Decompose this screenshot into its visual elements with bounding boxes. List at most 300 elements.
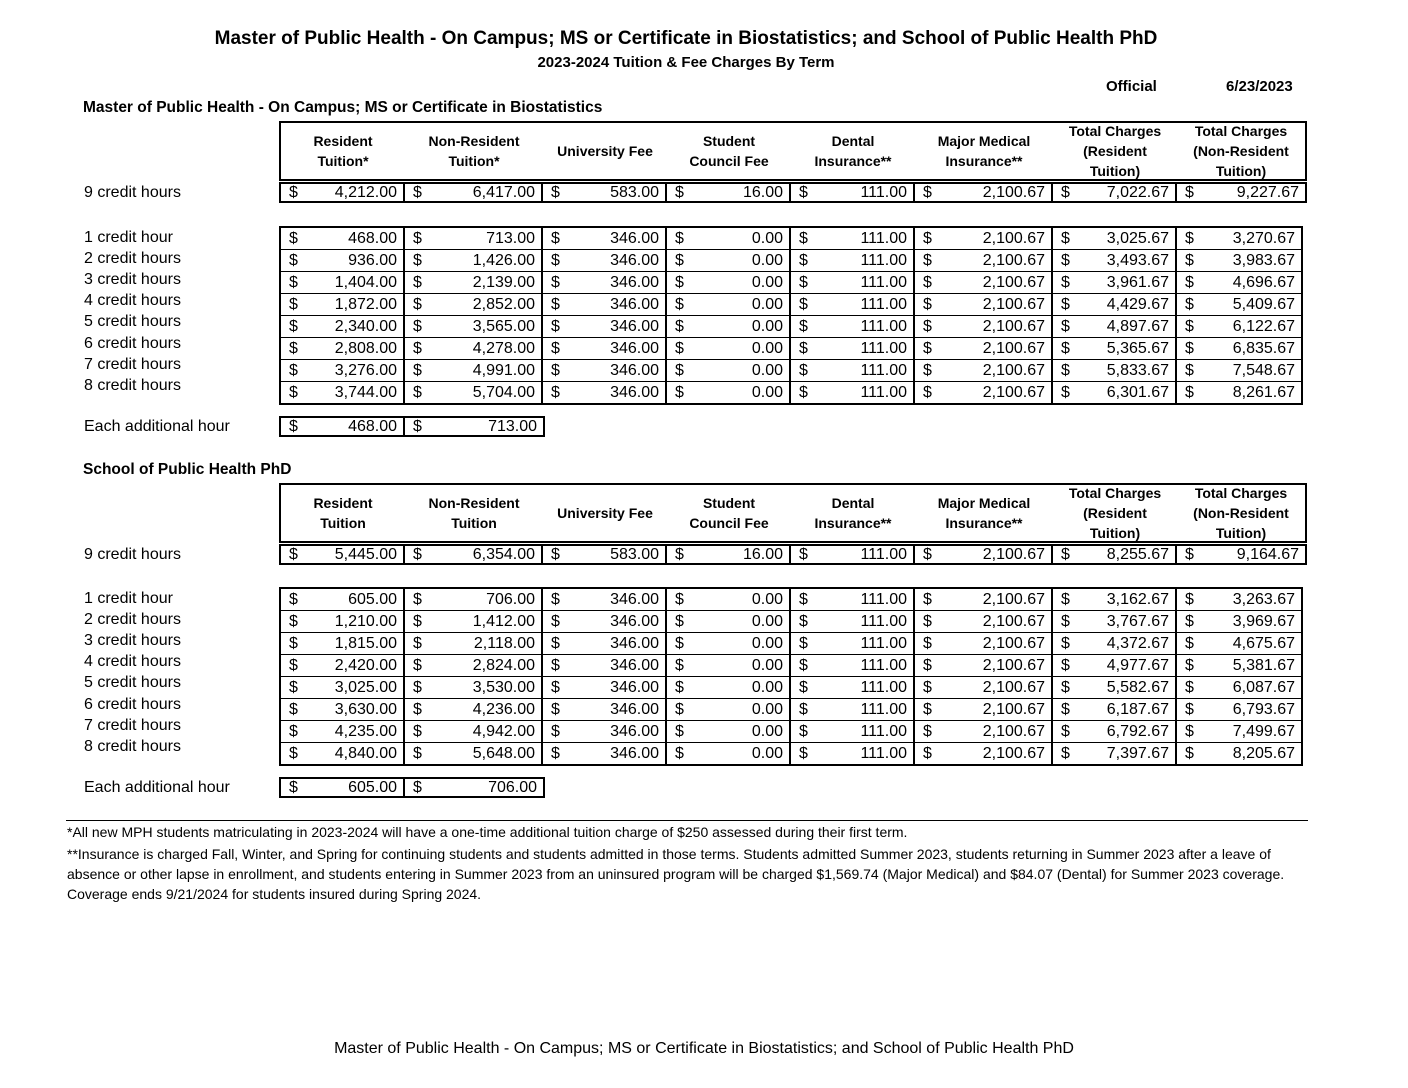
currency-symbol: $ bbox=[799, 612, 808, 630]
currency-symbol: $ bbox=[289, 317, 298, 335]
column-header: Student Council Fee bbox=[689, 495, 769, 531]
currency-symbol: $ bbox=[923, 744, 932, 762]
value-cell bbox=[791, 250, 915, 271]
amount: 346.00 bbox=[610, 383, 659, 401]
currency-symbol: $ bbox=[799, 700, 808, 718]
amount: 8,205.67 bbox=[1232, 744, 1295, 762]
table-row bbox=[281, 382, 1301, 403]
amount: 0.00 bbox=[751, 656, 783, 674]
amount: 111.00 bbox=[860, 590, 907, 608]
amount: 8,261.67 bbox=[1232, 383, 1295, 401]
currency-symbol: $ bbox=[413, 678, 422, 696]
value-cell bbox=[791, 316, 915, 337]
amount: 346.00 bbox=[610, 744, 659, 762]
amount: 468.00 bbox=[348, 229, 397, 247]
value-cell bbox=[915, 272, 1053, 293]
currency-symbol: $ bbox=[551, 700, 560, 718]
table-row bbox=[281, 294, 1301, 316]
amount: 5,381.67 bbox=[1232, 656, 1295, 674]
amount: 0.00 bbox=[751, 295, 783, 313]
value-cell bbox=[915, 589, 1053, 610]
amount: 713.00 bbox=[488, 417, 537, 435]
currency-symbol: $ bbox=[413, 295, 422, 313]
currency-symbol: $ bbox=[1185, 700, 1194, 718]
value-cell bbox=[667, 589, 791, 610]
currency-symbol: $ bbox=[413, 417, 422, 435]
currency-symbol: $ bbox=[1061, 229, 1070, 247]
value-cell bbox=[915, 382, 1053, 403]
value-cell bbox=[543, 250, 667, 271]
currency-symbol: $ bbox=[289, 295, 298, 313]
value-cell bbox=[281, 779, 405, 796]
value-cell bbox=[915, 338, 1053, 359]
page-footer: Master of Public Health - On Campus; MS or Certificate in Biostatistics; and School of Public Health PhD bbox=[334, 1040, 1074, 1057]
value-cell bbox=[281, 316, 405, 337]
currency-symbol: $ bbox=[675, 361, 684, 379]
currency-symbol: $ bbox=[1061, 383, 1070, 401]
value-cell bbox=[405, 418, 543, 435]
currency-symbol: $ bbox=[799, 545, 808, 563]
currency-symbol: $ bbox=[675, 700, 684, 718]
amount: 7,397.67 bbox=[1106, 744, 1169, 762]
amount: 0.00 bbox=[751, 678, 783, 696]
value-cell bbox=[281, 338, 405, 359]
value-cell bbox=[405, 294, 543, 315]
amount: 0.00 bbox=[751, 612, 783, 630]
amount: 2,100.67 bbox=[982, 722, 1045, 740]
value-cell bbox=[791, 589, 915, 610]
value-cell bbox=[1053, 360, 1177, 381]
value-cell bbox=[405, 316, 543, 337]
currency-symbol: $ bbox=[289, 361, 298, 379]
value-cell bbox=[281, 382, 405, 403]
amount: 3,630.00 bbox=[334, 700, 397, 718]
currency-symbol: $ bbox=[551, 229, 560, 247]
amount: 3,969.67 bbox=[1232, 612, 1295, 630]
amount: 2,100.67 bbox=[982, 295, 1045, 313]
amount: 7,499.67 bbox=[1232, 722, 1295, 740]
value-cell bbox=[915, 699, 1053, 720]
currency-symbol: $ bbox=[923, 183, 932, 201]
amount: 4,675.67 bbox=[1232, 634, 1295, 652]
amount: 3,270.67 bbox=[1232, 229, 1295, 247]
amount: 346.00 bbox=[610, 317, 659, 335]
amount: 2,100.67 bbox=[982, 678, 1045, 696]
value-cell bbox=[915, 677, 1053, 698]
value-cell bbox=[1177, 184, 1305, 201]
row-label: 7 credit hours bbox=[84, 355, 181, 373]
value-cell bbox=[915, 546, 1053, 563]
additional-hour-row bbox=[279, 416, 545, 437]
currency-symbol: $ bbox=[675, 634, 684, 652]
column-header: Dental Insurance** bbox=[814, 133, 892, 169]
currency-symbol: $ bbox=[799, 339, 808, 357]
currency-symbol: $ bbox=[923, 612, 932, 630]
amount: 2,808.00 bbox=[334, 339, 397, 357]
currency-symbol: $ bbox=[675, 678, 684, 696]
table-row bbox=[281, 228, 1301, 250]
value-cell bbox=[1177, 360, 1301, 381]
amount: 2,100.67 bbox=[982, 545, 1045, 563]
amount: 111.00 bbox=[860, 545, 907, 563]
currency-symbol: $ bbox=[413, 383, 422, 401]
currency-symbol: $ bbox=[675, 273, 684, 291]
value-cell bbox=[1053, 677, 1177, 698]
value-cell bbox=[1053, 382, 1177, 403]
value-cell bbox=[281, 633, 405, 654]
value-cell bbox=[543, 699, 667, 720]
value-cell bbox=[915, 655, 1053, 676]
table-row bbox=[281, 611, 1301, 633]
amount: 111.00 bbox=[860, 744, 907, 762]
value-cell bbox=[405, 360, 543, 381]
value-cell bbox=[915, 611, 1053, 632]
column-header: Major Medical Insurance** bbox=[937, 495, 1031, 531]
value-cell bbox=[543, 294, 667, 315]
column-header: Non-Resident Tuition bbox=[428, 495, 520, 531]
value-cell bbox=[1177, 699, 1301, 720]
currency-symbol: $ bbox=[923, 656, 932, 674]
amount: 346.00 bbox=[610, 722, 659, 740]
currency-symbol: $ bbox=[413, 590, 422, 608]
amount: 2,100.67 bbox=[982, 339, 1045, 357]
amount: 583.00 bbox=[610, 183, 659, 201]
currency-symbol: $ bbox=[1185, 383, 1194, 401]
amount: 2,824.00 bbox=[472, 656, 535, 674]
table-row bbox=[281, 743, 1301, 764]
currency-symbol: $ bbox=[799, 590, 808, 608]
currency-symbol: $ bbox=[1061, 295, 1070, 313]
amount: 346.00 bbox=[610, 361, 659, 379]
value-cell bbox=[281, 294, 405, 315]
value-cell bbox=[791, 228, 915, 249]
row-label: 3 credit hours bbox=[84, 632, 181, 650]
row-label: 2 credit hours bbox=[84, 611, 181, 629]
currency-symbol: $ bbox=[413, 339, 422, 357]
currency-symbol: $ bbox=[1061, 634, 1070, 652]
row-label: Each additional hour bbox=[84, 418, 230, 435]
amount: 0.00 bbox=[751, 273, 783, 291]
currency-symbol: $ bbox=[799, 229, 808, 247]
row-label: 7 credit hours bbox=[84, 716, 181, 734]
value-cell bbox=[667, 316, 791, 337]
value-cell bbox=[915, 294, 1053, 315]
value-cell bbox=[1053, 546, 1177, 563]
footnote-insurance: **Insurance is charged Fall, Winter, and Spring for continuing students and students admitted in those terms. Students admitted Summer 2023, students returning in Summer 2023 after a leave of absence or other lapse in enrollment, and students entering in Summer 2023 from an uninsured program will be charged $1,569.74 (Major Medical) and $84.07 (Dental) for Summer 2023 coverage. Coverage ends 9/21/2024 for students insured during Spring 2024. bbox=[67, 846, 1285, 902]
table-row bbox=[281, 699, 1301, 721]
amount: 0.00 bbox=[751, 722, 783, 740]
currency-symbol: $ bbox=[1185, 656, 1194, 674]
currency-symbol: $ bbox=[413, 744, 422, 762]
currency-symbol: $ bbox=[289, 545, 298, 563]
row-label: 9 credit hours bbox=[84, 546, 181, 563]
currency-symbol: $ bbox=[289, 383, 298, 401]
value-cell bbox=[543, 743, 667, 764]
value-cell bbox=[915, 360, 1053, 381]
amount: 936.00 bbox=[348, 251, 397, 269]
value-cell bbox=[281, 418, 405, 435]
amount: 4,236.00 bbox=[472, 700, 535, 718]
value-cell bbox=[1177, 294, 1301, 315]
amount: 2,420.00 bbox=[334, 656, 397, 674]
value-cell bbox=[543, 316, 667, 337]
value-cell bbox=[405, 546, 543, 563]
amount: 706.00 bbox=[488, 778, 537, 796]
currency-symbol: $ bbox=[675, 295, 684, 313]
amount: 6,122.67 bbox=[1232, 317, 1295, 335]
value-cell bbox=[791, 743, 915, 764]
currency-symbol: $ bbox=[923, 273, 932, 291]
amount: 111.00 bbox=[860, 612, 907, 630]
value-cell bbox=[281, 721, 405, 742]
currency-symbol: $ bbox=[413, 545, 422, 563]
amount: 0.00 bbox=[751, 700, 783, 718]
currency-symbol: $ bbox=[289, 339, 298, 357]
value-cell bbox=[543, 611, 667, 632]
currency-symbol: $ bbox=[551, 251, 560, 269]
amount: 0.00 bbox=[751, 590, 783, 608]
effective-date: 6/23/2023 bbox=[1226, 78, 1293, 95]
amount: 346.00 bbox=[610, 229, 659, 247]
currency-symbol: $ bbox=[1185, 339, 1194, 357]
amount: 2,340.00 bbox=[334, 317, 397, 335]
value-cell bbox=[405, 589, 543, 610]
value-cell bbox=[405, 655, 543, 676]
value-cell bbox=[405, 633, 543, 654]
currency-symbol: $ bbox=[551, 545, 560, 563]
value-cell bbox=[405, 338, 543, 359]
table-row bbox=[281, 338, 1301, 360]
amount: 0.00 bbox=[751, 744, 783, 762]
value-cell bbox=[791, 294, 915, 315]
amount: 346.00 bbox=[610, 678, 659, 696]
value-cell bbox=[543, 721, 667, 742]
value-cell bbox=[791, 382, 915, 403]
value-cell bbox=[915, 743, 1053, 764]
currency-symbol: $ bbox=[289, 700, 298, 718]
currency-symbol: $ bbox=[675, 183, 684, 201]
credit-hour-table bbox=[279, 587, 1303, 766]
value-cell bbox=[791, 360, 915, 381]
value-cell bbox=[791, 699, 915, 720]
column-header: Major Medical Insurance** bbox=[937, 133, 1031, 169]
amount: 2,118.00 bbox=[473, 634, 535, 652]
currency-symbol: $ bbox=[413, 612, 422, 630]
amount: 16.00 bbox=[742, 183, 783, 201]
value-cell bbox=[1053, 228, 1177, 249]
amount: 111.00 bbox=[860, 383, 907, 401]
value-cell bbox=[1053, 611, 1177, 632]
value-cell bbox=[915, 633, 1053, 654]
amount: 1,404.00 bbox=[334, 273, 397, 291]
amount: 3,493.67 bbox=[1106, 251, 1169, 269]
amount: 5,445.00 bbox=[334, 545, 397, 563]
amount: 605.00 bbox=[348, 590, 397, 608]
amount: 0.00 bbox=[751, 634, 783, 652]
currency-symbol: $ bbox=[799, 183, 808, 201]
currency-symbol: $ bbox=[413, 229, 422, 247]
amount: 0.00 bbox=[751, 339, 783, 357]
amount: 5,365.67 bbox=[1106, 339, 1169, 357]
currency-symbol: $ bbox=[1185, 295, 1194, 313]
currency-symbol: $ bbox=[413, 183, 422, 201]
row-label: 8 credit hours bbox=[84, 376, 181, 394]
currency-symbol: $ bbox=[551, 612, 560, 630]
value-cell bbox=[405, 228, 543, 249]
value-cell bbox=[791, 655, 915, 676]
value-cell bbox=[1177, 677, 1301, 698]
status-label: Official bbox=[1106, 78, 1157, 95]
value-cell bbox=[667, 699, 791, 720]
full-time-row bbox=[279, 182, 1307, 203]
currency-symbol: $ bbox=[1061, 545, 1070, 563]
amount: 1,210.00 bbox=[334, 612, 397, 630]
currency-symbol: $ bbox=[289, 229, 298, 247]
currency-symbol: $ bbox=[551, 678, 560, 696]
amount: 4,429.67 bbox=[1106, 295, 1169, 313]
amount: 3,530.00 bbox=[472, 678, 535, 696]
value-cell bbox=[1177, 228, 1301, 249]
value-cell bbox=[405, 184, 543, 201]
amount: 4,212.00 bbox=[334, 183, 397, 201]
currency-symbol: $ bbox=[923, 634, 932, 652]
amount: 346.00 bbox=[610, 339, 659, 357]
currency-symbol: $ bbox=[289, 183, 298, 201]
column-header: Dental Insurance** bbox=[814, 495, 892, 531]
amount: 4,235.00 bbox=[334, 722, 397, 740]
amount: 4,696.67 bbox=[1232, 273, 1295, 291]
currency-symbol: $ bbox=[413, 634, 422, 652]
value-cell bbox=[1053, 721, 1177, 742]
currency-symbol: $ bbox=[1185, 744, 1194, 762]
amount: 4,977.67 bbox=[1106, 656, 1169, 674]
currency-symbol: $ bbox=[551, 361, 560, 379]
amount: 111.00 bbox=[860, 295, 907, 313]
table-row bbox=[281, 655, 1301, 677]
value-cell bbox=[667, 382, 791, 403]
amount: 2,100.67 bbox=[982, 317, 1045, 335]
currency-symbol: $ bbox=[923, 678, 932, 696]
currency-symbol: $ bbox=[1061, 656, 1070, 674]
currency-symbol: $ bbox=[289, 678, 298, 696]
amount: 3,983.67 bbox=[1232, 251, 1295, 269]
amount: 2,139.00 bbox=[472, 273, 535, 291]
value-cell bbox=[667, 294, 791, 315]
amount: 1,872.00 bbox=[334, 295, 397, 313]
amount: 2,100.67 bbox=[982, 744, 1045, 762]
currency-symbol: $ bbox=[1185, 634, 1194, 652]
value-cell bbox=[543, 633, 667, 654]
value-cell bbox=[543, 272, 667, 293]
column-header: Total Charges (Non-Resident Tuition) bbox=[1193, 123, 1289, 179]
value-cell bbox=[1177, 250, 1301, 271]
amount: 3,276.00 bbox=[334, 361, 397, 379]
amount: 5,409.67 bbox=[1232, 295, 1295, 313]
amount: 4,840.00 bbox=[334, 744, 397, 762]
currency-symbol: $ bbox=[799, 383, 808, 401]
value-cell bbox=[667, 338, 791, 359]
currency-symbol: $ bbox=[675, 383, 684, 401]
value-cell bbox=[405, 721, 543, 742]
amount: 346.00 bbox=[610, 700, 659, 718]
value-cell bbox=[1053, 272, 1177, 293]
value-cell bbox=[543, 228, 667, 249]
value-cell bbox=[1177, 589, 1301, 610]
amount: 0.00 bbox=[751, 251, 783, 269]
currency-symbol: $ bbox=[1061, 744, 1070, 762]
amount: 1,426.00 bbox=[472, 251, 535, 269]
amount: 1,412.00 bbox=[472, 612, 535, 630]
section-title: Master of Public Health - On Campus; MS or Certificate in Biostatistics bbox=[83, 99, 603, 116]
amount: 7,548.67 bbox=[1232, 361, 1295, 379]
currency-symbol: $ bbox=[799, 317, 808, 335]
value-cell bbox=[1053, 294, 1177, 315]
amount: 3,025.00 bbox=[334, 678, 397, 696]
amount: 0.00 bbox=[751, 229, 783, 247]
column-header: Student Council Fee bbox=[689, 133, 769, 169]
value-cell bbox=[667, 633, 791, 654]
currency-symbol: $ bbox=[1185, 545, 1194, 563]
value-cell bbox=[281, 655, 405, 676]
currency-symbol: $ bbox=[1061, 612, 1070, 630]
value-cell bbox=[281, 699, 405, 720]
value-cell bbox=[281, 360, 405, 381]
amount: 3,162.67 bbox=[1106, 590, 1169, 608]
currency-symbol: $ bbox=[551, 317, 560, 335]
amount: 6,187.67 bbox=[1106, 700, 1169, 718]
currency-symbol: $ bbox=[799, 722, 808, 740]
value-cell bbox=[1053, 633, 1177, 654]
currency-symbol: $ bbox=[1185, 590, 1194, 608]
value-cell bbox=[667, 721, 791, 742]
amount: 6,354.00 bbox=[472, 545, 535, 563]
value-cell bbox=[281, 589, 405, 610]
currency-symbol: $ bbox=[413, 700, 422, 718]
currency-symbol: $ bbox=[551, 634, 560, 652]
value-cell bbox=[1177, 338, 1301, 359]
row-label: 3 credit hours bbox=[84, 271, 181, 289]
value-cell bbox=[791, 677, 915, 698]
amount: 16.00 bbox=[742, 545, 783, 563]
amount: 2,100.67 bbox=[982, 612, 1045, 630]
row-label: 6 credit hours bbox=[84, 334, 181, 352]
row-label: 1 credit hour bbox=[84, 590, 173, 607]
value-cell bbox=[543, 655, 667, 676]
column-header: Resident Tuition* bbox=[313, 133, 373, 169]
page-title: Master of Public Health - On Campus; MS or Certificate in Biostatistics; and School of Public Health PhD bbox=[214, 28, 1158, 49]
currency-symbol: $ bbox=[1061, 361, 1070, 379]
amount: 6,417.00 bbox=[472, 183, 535, 201]
value-cell bbox=[1053, 338, 1177, 359]
value-cell bbox=[667, 250, 791, 271]
column-header: Total Charges (Resident Tuition) bbox=[1068, 485, 1162, 541]
currency-symbol: $ bbox=[1185, 678, 1194, 696]
value-cell bbox=[915, 721, 1053, 742]
currency-symbol: $ bbox=[1185, 361, 1194, 379]
amount: 2,100.67 bbox=[982, 273, 1045, 291]
amount: 0.00 bbox=[751, 317, 783, 335]
currency-symbol: $ bbox=[289, 778, 298, 796]
value-cell bbox=[281, 611, 405, 632]
currency-symbol: $ bbox=[413, 656, 422, 674]
currency-symbol: $ bbox=[1061, 700, 1070, 718]
column-header: Total Charges (Non-Resident Tuition) bbox=[1193, 485, 1289, 541]
currency-symbol: $ bbox=[1185, 273, 1194, 291]
value-cell bbox=[1177, 316, 1301, 337]
value-cell bbox=[1177, 382, 1301, 403]
value-cell bbox=[405, 743, 543, 764]
value-cell bbox=[281, 228, 405, 249]
